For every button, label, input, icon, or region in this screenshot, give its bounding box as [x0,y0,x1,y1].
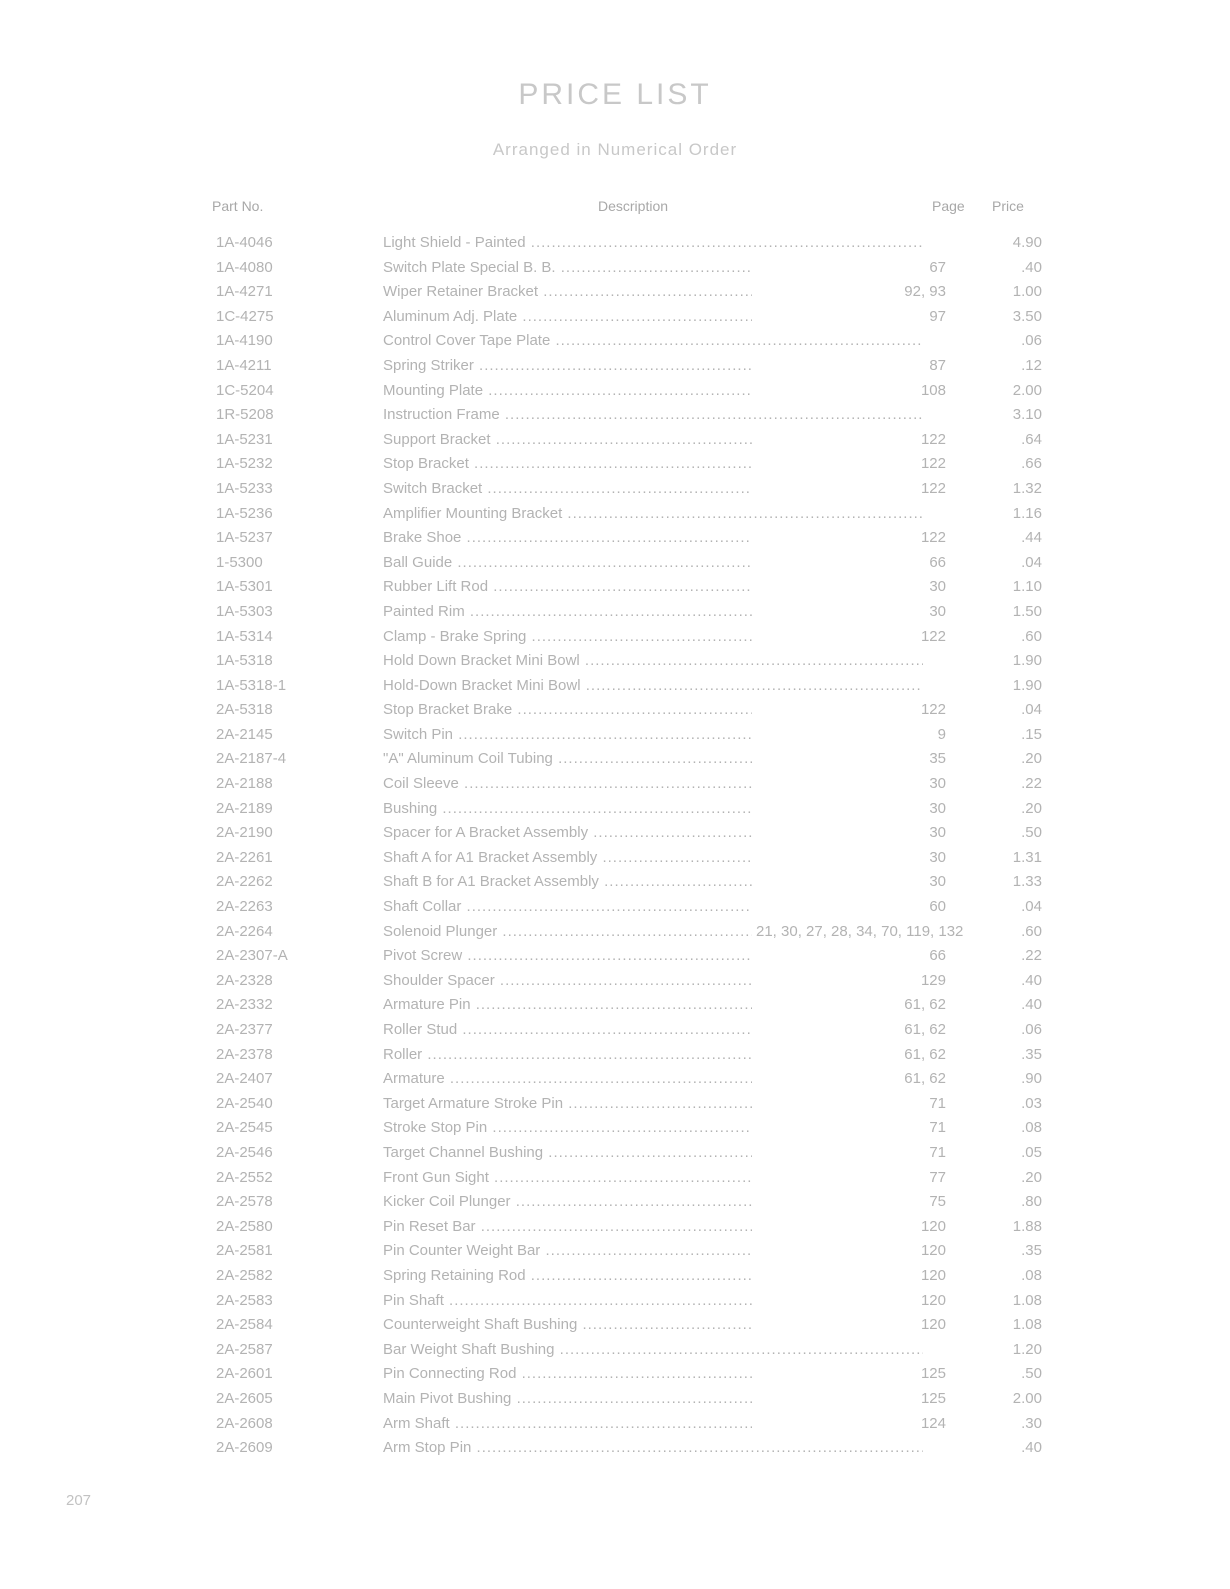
table-row [0,945,1230,970]
table-row [0,232,1230,257]
description: Mounting Plate ..... [383,382,923,399]
price: 2.00 [1012,1389,1042,1407]
part-number: 1A-5231 [216,430,273,448]
description: Amplifier Mounting Bracket ..... [383,505,923,522]
table-row [0,601,1230,626]
part-number: 1A-5303 [216,602,273,620]
part-number: 2A-2580 [216,1217,273,1235]
page-reference: 67 [752,259,946,276]
price: .08 [1021,1266,1042,1284]
page-reference: 120 [752,1218,946,1235]
description: Stop Bracket Brake ..... [383,701,923,718]
table-row [0,1290,1230,1315]
part-number: 1A-5233 [216,479,273,497]
part-number: 1A-4211 [216,356,272,374]
price: .05 [1021,1143,1042,1161]
table-row [0,1339,1230,1364]
column-header-price: Price [992,198,1024,214]
description: Target Channel Bushing ..... [383,1144,923,1161]
part-number: 2A-2378 [216,1045,273,1063]
table-row [0,478,1230,503]
price-list-table [0,232,1230,1462]
table-row [0,1240,1230,1265]
description: Pivot Screw ..... [383,947,923,964]
description: Arm Stop Pin ..... [383,1439,923,1456]
price: .12 [1021,356,1042,374]
table-row [0,921,1230,946]
price: .44 [1021,529,1042,547]
price: 1.50 [1012,602,1042,620]
price: .04 [1021,898,1042,916]
column-header-page: Page [932,198,965,214]
page-number: 207 [66,1492,92,1509]
price: 1.90 [1012,652,1042,670]
description: Clamp - Brake Spring ..... [383,628,923,645]
table-row [0,503,1230,528]
part-number: 2A-2307-A [216,947,288,965]
part-number: 1-5300 [216,553,263,571]
description: Support Bracket ..... [383,431,923,448]
table-row [0,798,1230,823]
page-reference: 60 [752,898,946,915]
part-number: 1A-5314 [216,627,273,645]
price: 4.90 [1012,234,1042,251]
page-reference: 122 [752,628,946,645]
table-row [0,847,1230,872]
description: Solenoid Plunger ..... [383,923,923,940]
page-reference: 122 [752,455,946,472]
page-reference: 21, 30, 27, 28, 34, 70, 119, 132 [752,923,946,940]
price: .15 [1021,725,1042,743]
part-number: 1A-5318-1 [216,676,287,694]
price: .64 [1021,430,1042,448]
price: 3.10 [1012,406,1042,424]
description: Hold-Down Bracket Mini Bowl ..... [383,677,923,694]
description: Kicker Coil Plunger ..... [383,1193,923,1210]
description: Light Shield - Painted ..... [383,234,923,251]
description: Armature ..... [383,1070,923,1087]
part-number: 1A-5318 [216,652,273,670]
description: Pin Shaft ..... [383,1292,923,1309]
table-row [0,626,1230,651]
description: "A" Aluminum Coil Tubing ..... [383,750,923,767]
table-row [0,1167,1230,1192]
page-reference: 122 [752,431,946,448]
description: Shaft B for A1 Bracket Assembly ..... [383,873,923,890]
price: .35 [1021,1045,1042,1063]
page-reference: 120 [752,1242,946,1259]
part-number: 2A-2332 [216,996,273,1014]
table-row [0,1019,1230,1044]
part-number: 2A-2582 [216,1266,273,1284]
price: .90 [1021,1070,1042,1088]
price: .06 [1021,1021,1042,1038]
page-reference: 30 [752,849,946,866]
description: Bushing ..... [383,800,923,817]
price: 1.90 [1012,676,1042,694]
price: .06 [1021,332,1042,350]
page-reference: 30 [752,603,946,620]
part-number: 1R-5208 [216,406,274,424]
table-row [0,453,1230,478]
description: Front Gun Sight ..... [383,1169,923,1186]
page-reference: 30 [752,800,946,817]
price: .60 [1021,922,1042,940]
table-row [0,1413,1230,1438]
description: Arm Shaft ..... [383,1415,923,1432]
table-row [0,871,1230,896]
part-number: 2A-2578 [216,1193,273,1211]
part-number: 2A-2145 [216,725,273,743]
page-reference: 9 [752,726,946,743]
part-number: 2A-2545 [216,1119,273,1137]
description: Painted Rim ..... [383,603,923,620]
table-row [0,724,1230,749]
description: Counterweight Shaft Bushing ..... [383,1316,923,1333]
table-row [0,675,1230,700]
page-reference: 66 [752,554,946,571]
table-row [0,1437,1230,1462]
price: .20 [1021,750,1042,768]
table-row [0,650,1230,675]
description: Aluminum Adj. Plate ..... [383,308,923,325]
part-number: 2A-2261 [216,848,273,866]
price: 1.20 [1012,1340,1042,1358]
column-header-part-no: Part No. [212,198,264,214]
page-subtitle: Arranged in Numerical Order [492,140,738,159]
part-number: 2A-2264 [216,922,273,940]
description: Armature Pin ..... [383,996,923,1013]
price: 1.10 [1012,578,1042,596]
table-row [0,527,1230,552]
page-reference: 125 [752,1390,946,1407]
table-row [0,896,1230,921]
page-reference: 122 [752,480,946,497]
description: Pin Counter Weight Bar ..... [383,1242,923,1259]
description: Hold Down Bracket Mini Bowl ..... [383,652,923,669]
page-reference: 35 [752,750,946,767]
page-reference: 75 [752,1193,946,1210]
part-number: 1A-5301 [216,578,273,596]
price: 1.31 [1012,848,1042,866]
price: .30 [1021,1414,1042,1432]
description: Wiper Retainer Bracket ..... [383,283,923,300]
table-row [0,1117,1230,1142]
table-row [0,1363,1230,1388]
page-title: PRICE LIST [518,78,712,111]
description: Bar Weight Shaft Bushing ..... [383,1341,923,1358]
page-reference: 66 [752,947,946,964]
part-number: 2A-2581 [216,1242,273,1260]
part-number: 2A-2609 [216,1439,273,1457]
part-number: 2A-2262 [216,873,273,891]
part-number: 1A-4190 [216,332,273,350]
table-row [0,1388,1230,1413]
table-row [0,1068,1230,1093]
table-row [0,970,1230,995]
description: Roller ..... [383,1046,923,1063]
price: .50 [1021,824,1042,842]
price: .03 [1021,1094,1042,1112]
table-row [0,306,1230,331]
table-row [0,380,1230,405]
price: 1.33 [1012,873,1042,891]
price: .20 [1021,1168,1042,1186]
page-reference: 87 [752,357,946,374]
part-number: 2A-2552 [216,1168,273,1186]
page-reference: 71 [752,1144,946,1161]
page-reference: 61, 62 [752,1070,946,1087]
part-number: 2A-2328 [216,971,273,989]
price: .60 [1021,627,1042,645]
page-reference: 61, 62 [752,996,946,1013]
page-reference: 124 [752,1415,946,1432]
page-reference: 30 [752,824,946,841]
part-number: 2A-2583 [216,1291,273,1309]
part-number: 1C-4275 [216,307,274,325]
description: Shaft Collar ..... [383,898,923,915]
part-number: 2A-2601 [216,1365,273,1383]
page-reference: 30 [752,775,946,792]
description: Ball Guide ..... [383,554,923,571]
page-reference: 61, 62 [752,1021,946,1038]
table-row [0,330,1230,355]
page-reference: 120 [752,1267,946,1284]
description: Pin Reset Bar ..... [383,1218,923,1235]
table-row [0,1216,1230,1241]
part-number: 2A-2188 [216,775,273,793]
part-number: 2A-2189 [216,799,273,817]
table-row [0,1142,1230,1167]
part-number: 2A-5318 [216,701,273,719]
part-number: 2A-2263 [216,898,273,916]
part-number: 2A-2546 [216,1143,273,1161]
price: .04 [1021,701,1042,719]
part-number: 2A-2540 [216,1094,273,1112]
page-reference: 30 [752,578,946,595]
part-number: 2A-2587 [216,1340,273,1358]
description: Pin Connecting Rod ..... [383,1365,923,1382]
page-reference: 120 [752,1316,946,1333]
description: Stroke Stop Pin ..... [383,1119,923,1136]
price: .40 [1021,1439,1042,1457]
description: Switch Bracket ..... [383,480,923,497]
description: Coil Sleeve ..... [383,775,923,792]
part-number: 1A-4271 [216,283,273,301]
column-header-description: Description [598,198,669,214]
table-row [0,1314,1230,1339]
price: .20 [1021,799,1042,817]
part-number: 1A-4046 [216,234,273,251]
table-row [0,552,1230,577]
price: .04 [1021,553,1042,571]
table-row [0,404,1230,429]
description: Switch Plate Special B. B. ..... [383,259,923,276]
page-reference: 122 [752,701,946,718]
table-row [0,429,1230,454]
description: Rubber Lift Rod ..... [383,578,923,595]
page-reference: 77 [752,1169,946,1186]
table-row [0,1044,1230,1069]
table-row [0,773,1230,798]
description: Roller Stud ..... [383,1021,923,1038]
description: Control Cover Tape Plate ..... [383,332,923,349]
page-reference: 97 [752,308,946,325]
table-row [0,699,1230,724]
price: 1.88 [1012,1217,1042,1235]
price: .66 [1021,455,1042,473]
description: Spacer for A Bracket Assembly ..... [383,824,923,841]
description: Spring Retaining Rod ..... [383,1267,923,1284]
page-reference: 61, 62 [752,1046,946,1063]
part-number: 2A-2187-4 [216,750,287,768]
description: Main Pivot Bushing ..... [383,1390,923,1407]
table-row [0,257,1230,282]
price: 1.00 [1012,283,1042,301]
page-reference: 120 [752,1292,946,1309]
table-row [0,576,1230,601]
page-reference: 92, 93 [752,283,946,300]
part-number: 1C-5204 [216,381,274,399]
price: 1.32 [1012,479,1042,497]
table-row [0,1093,1230,1118]
page-reference: 108 [752,382,946,399]
part-number: 1A-5237 [216,529,273,547]
price: .08 [1021,1119,1042,1137]
description: Shaft A for A1 Bracket Assembly ..... [383,849,923,866]
page-reference: 71 [752,1095,946,1112]
part-number: 2A-2407 [216,1070,273,1088]
part-number: 2A-2190 [216,824,273,842]
price: 1.08 [1012,1316,1042,1334]
description: Instruction Frame ..... [383,406,923,423]
price: .40 [1021,971,1042,989]
description: Shoulder Spacer ..... [383,972,923,989]
page-reference: 129 [752,972,946,989]
price: .50 [1021,1365,1042,1383]
page-reference: 30 [752,873,946,890]
description: Target Armature Stroke Pin ..... [383,1095,923,1112]
table-row [0,1191,1230,1216]
part-number: 2A-2584 [216,1316,273,1334]
part-number: 1A-5236 [216,504,273,522]
price: .40 [1021,258,1042,276]
table-row [0,994,1230,1019]
price: .22 [1021,775,1042,793]
table-row [0,822,1230,847]
description: Brake Shoe ..... [383,529,923,546]
price: .80 [1021,1193,1042,1211]
page-reference: 71 [752,1119,946,1136]
table-row [0,355,1230,380]
page-reference: 122 [752,529,946,546]
part-number: 1A-5232 [216,455,273,473]
price: .40 [1021,996,1042,1014]
price: .22 [1021,947,1042,965]
table-row [0,281,1230,306]
description: Switch Pin ..... [383,726,923,743]
part-number: 2A-2608 [216,1414,273,1432]
part-number: 1A-4080 [216,258,273,276]
table-row [0,748,1230,773]
page-reference: 125 [752,1365,946,1382]
price: 1.16 [1012,504,1042,522]
price: 3.50 [1012,307,1042,325]
price: 1.08 [1012,1291,1042,1309]
part-number: 2A-2377 [216,1021,273,1038]
price: .35 [1021,1242,1042,1260]
description: Spring Striker ..... [383,357,923,374]
part-number: 2A-2605 [216,1389,273,1407]
table-row [0,1265,1230,1290]
description: Stop Bracket ..... [383,455,923,472]
price: 2.00 [1012,381,1042,399]
